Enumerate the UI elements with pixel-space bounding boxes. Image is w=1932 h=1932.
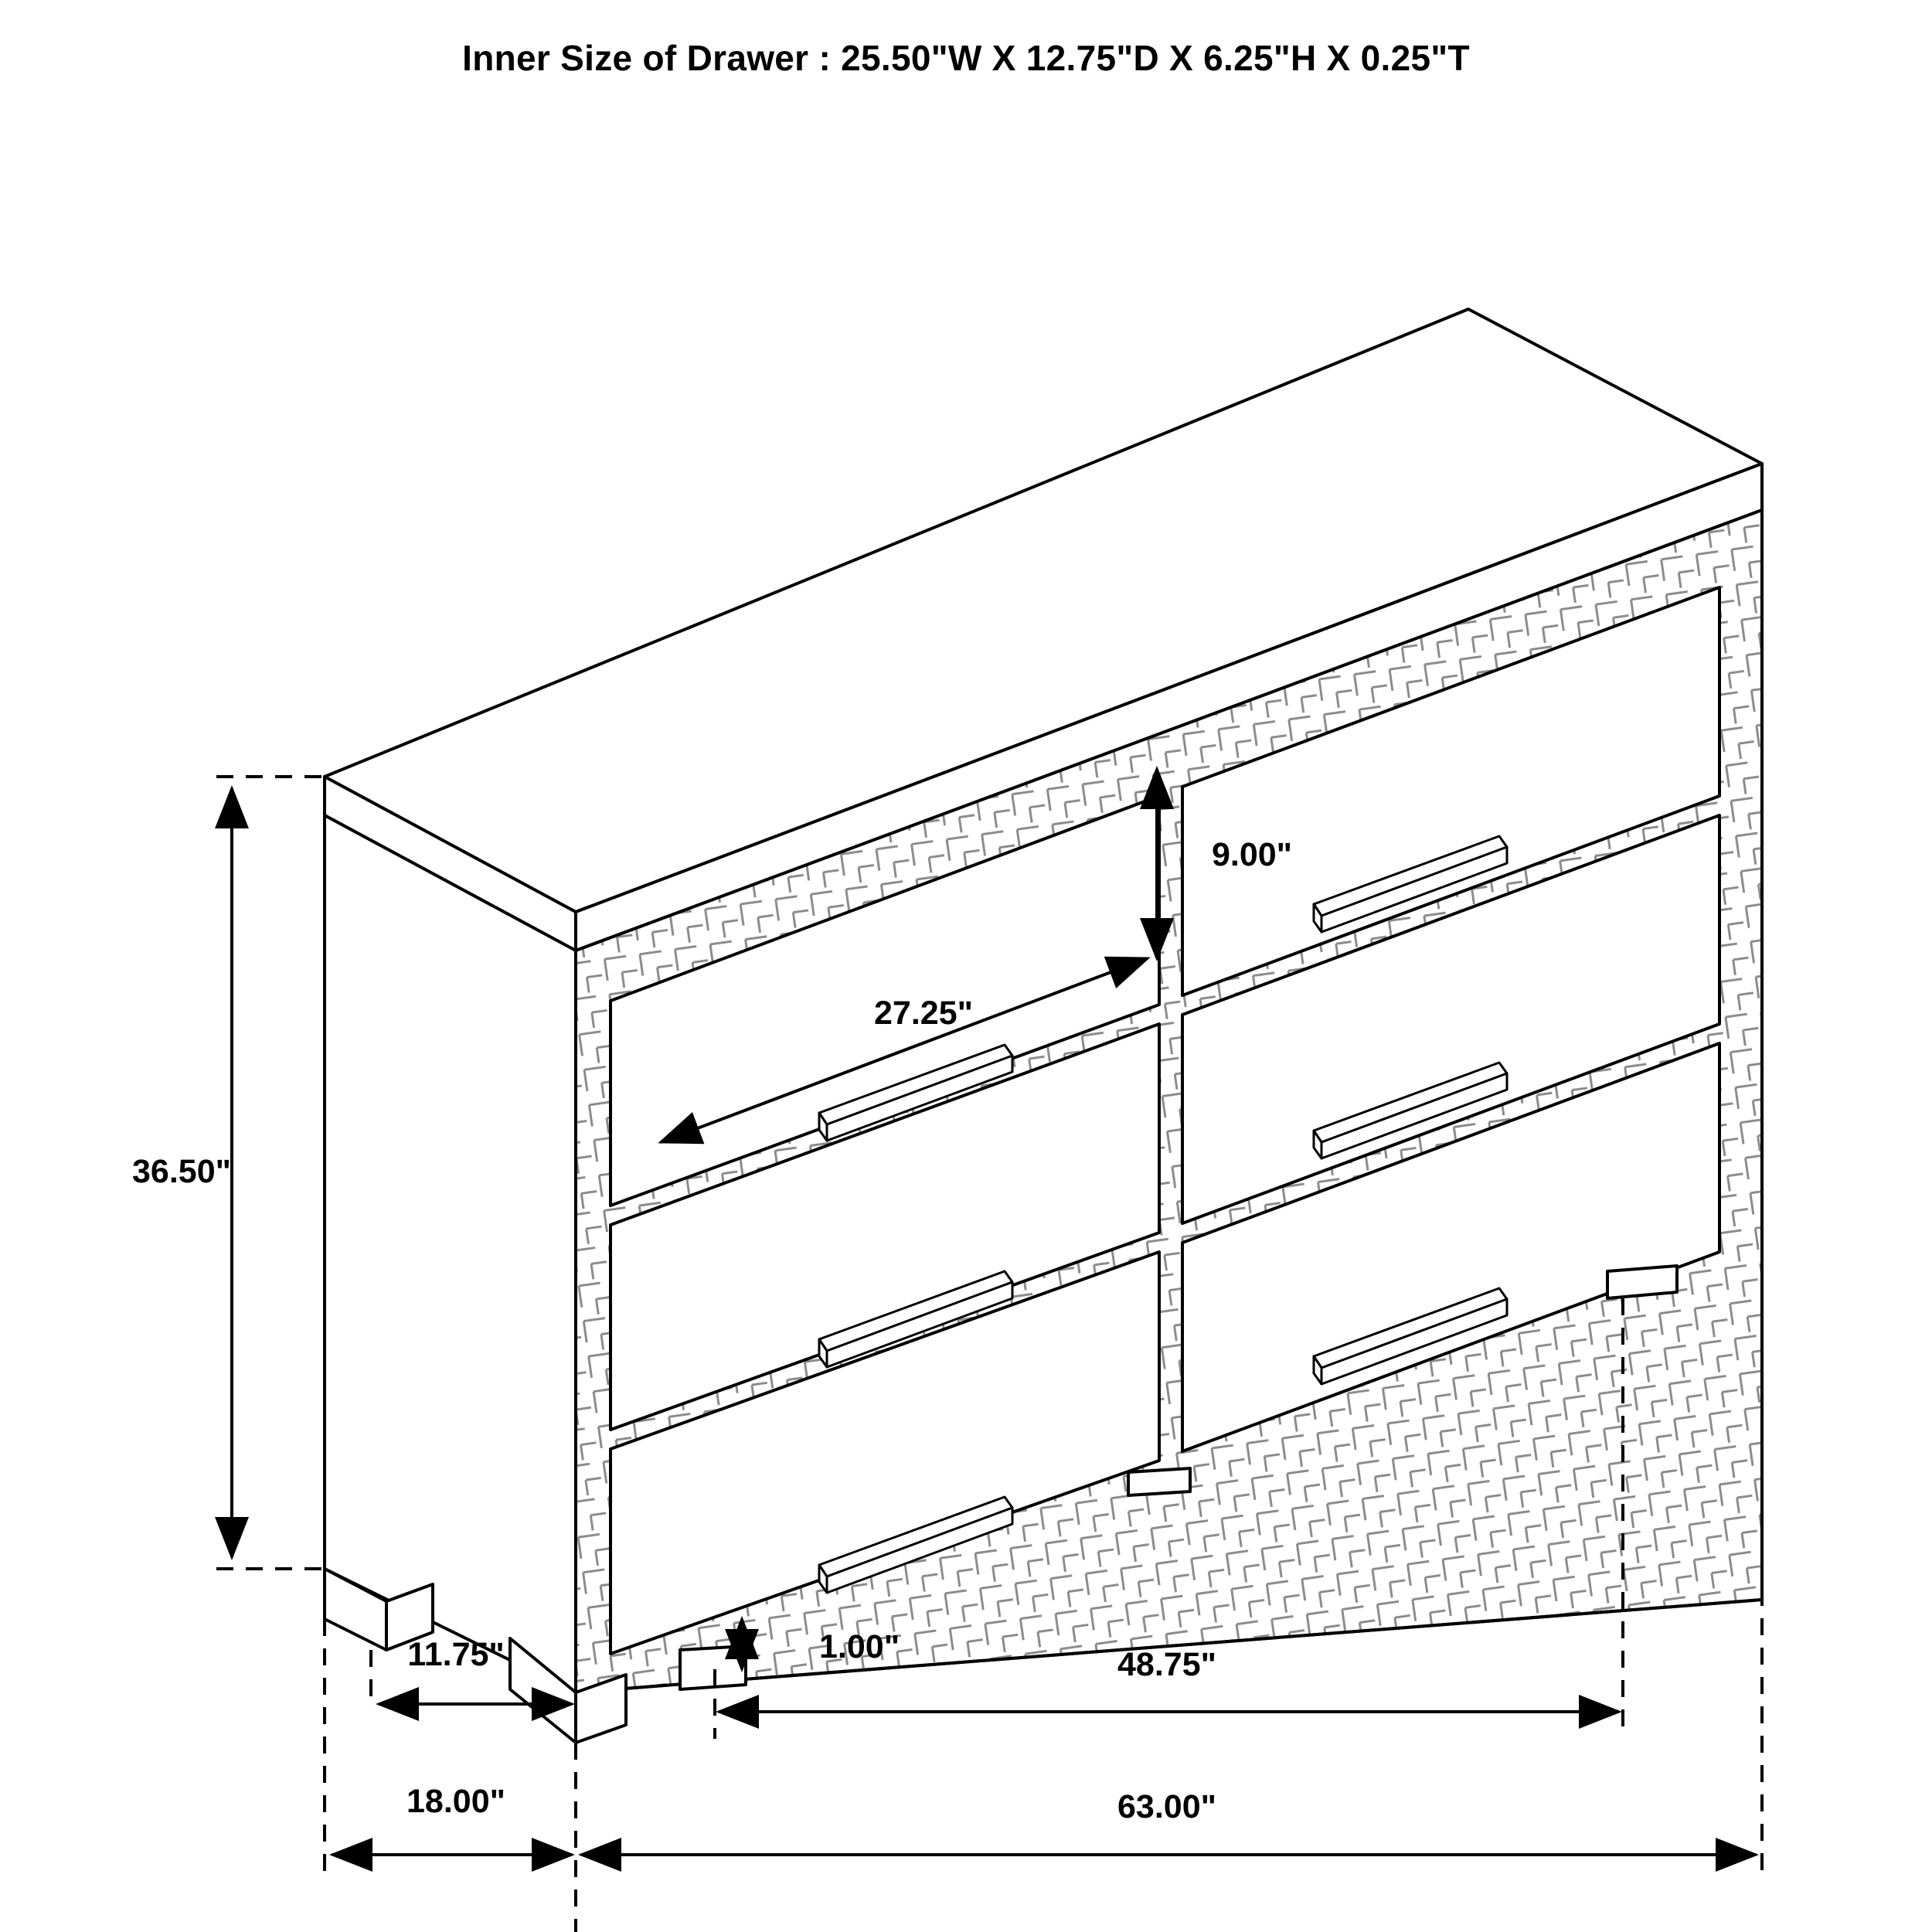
dim-label-drawer-width: 27.25" <box>874 995 973 1032</box>
dim-label-drawer-height: 9.00" <box>1211 836 1293 873</box>
page-title: Inner Size of Drawer : 25.50"W X 12.75"D X 6.25"H X 0.25"T <box>462 38 1470 78</box>
dim-label-toe-kick: 1.00" <box>819 1628 900 1665</box>
dim-label-height: 36.50" <box>132 1153 231 1190</box>
dim-label-inner-width: 48.75" <box>1117 1646 1216 1683</box>
dim-label-overall-width: 63.00" <box>1117 1788 1216 1825</box>
dim-label-foot-offset: 11.75" <box>407 1636 505 1673</box>
dim-label-depth: 18.00" <box>406 1783 505 1820</box>
